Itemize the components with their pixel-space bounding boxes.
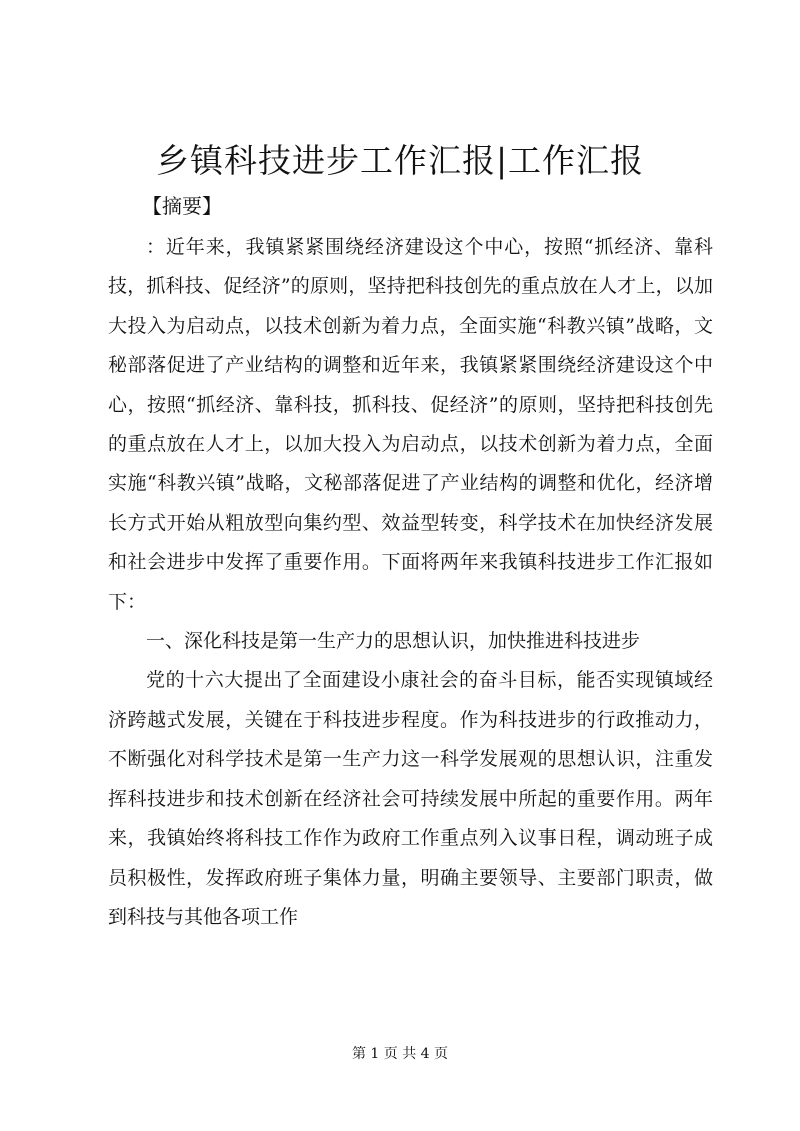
document-title: 乡镇科技进步工作汇报|工作汇报 <box>155 141 645 180</box>
paragraph-intro: ：近年来，我镇紧紧围绕经济建设这个中心，按照“抓经济、靠科技，抓科技、促经济”的原则，坚持把科技创先的重点放在人才上，以加大投入为启动点，以技术创新为着力点，全面实施“科教兴镇”战略，文秘部落促进了产业结构的调整和近年来，我镇紧紧围绕经济建设这个中心，按照“抓经济、靠科技，抓科技、促经济”的原则，坚持把科技创先的重点放在人才上，以加大投入为启动点，以技术创新为着力点，全面实施“科教兴镇”战略，文秘部落促进了产业结构的调整和优化，经济增长方式开始从粗放型向集约型、效益型转变，科学技术在加快经济发展和社会进步中发挥了重要作用。下面将两年来我镇科技进步工作汇报如下： <box>108 236 713 613</box>
document-body <box>108 228 713 937</box>
section-heading-1: 一、深化科技是第一生产力的思想认识，加快推进科技进步 <box>146 630 641 653</box>
abstract-label: 【摘要】 <box>142 194 222 218</box>
page-number-footer: 第 1 页 共 4 页 <box>351 1046 449 1062</box>
paragraph-section-1: 党的十六大提出了全面建设小康社会的奋斗目标，能否实现镇域经济跨越式发展，关键在于科技进步程度。作为科技进步的行政推动力，不断强化对科学技术是第一生产力这一科学发展观的思想认识，注重发挥科技进步和技术创新在经济社会可持续发展中所起的重要作用。两年来，我镇始终将科技工作作为政府工作重点列入议事日程，调动班子成员积极性，发挥政府班子集体力量，明确主要领导、主要部门职责，做到科技与其他各项工作 <box>108 669 713 928</box>
